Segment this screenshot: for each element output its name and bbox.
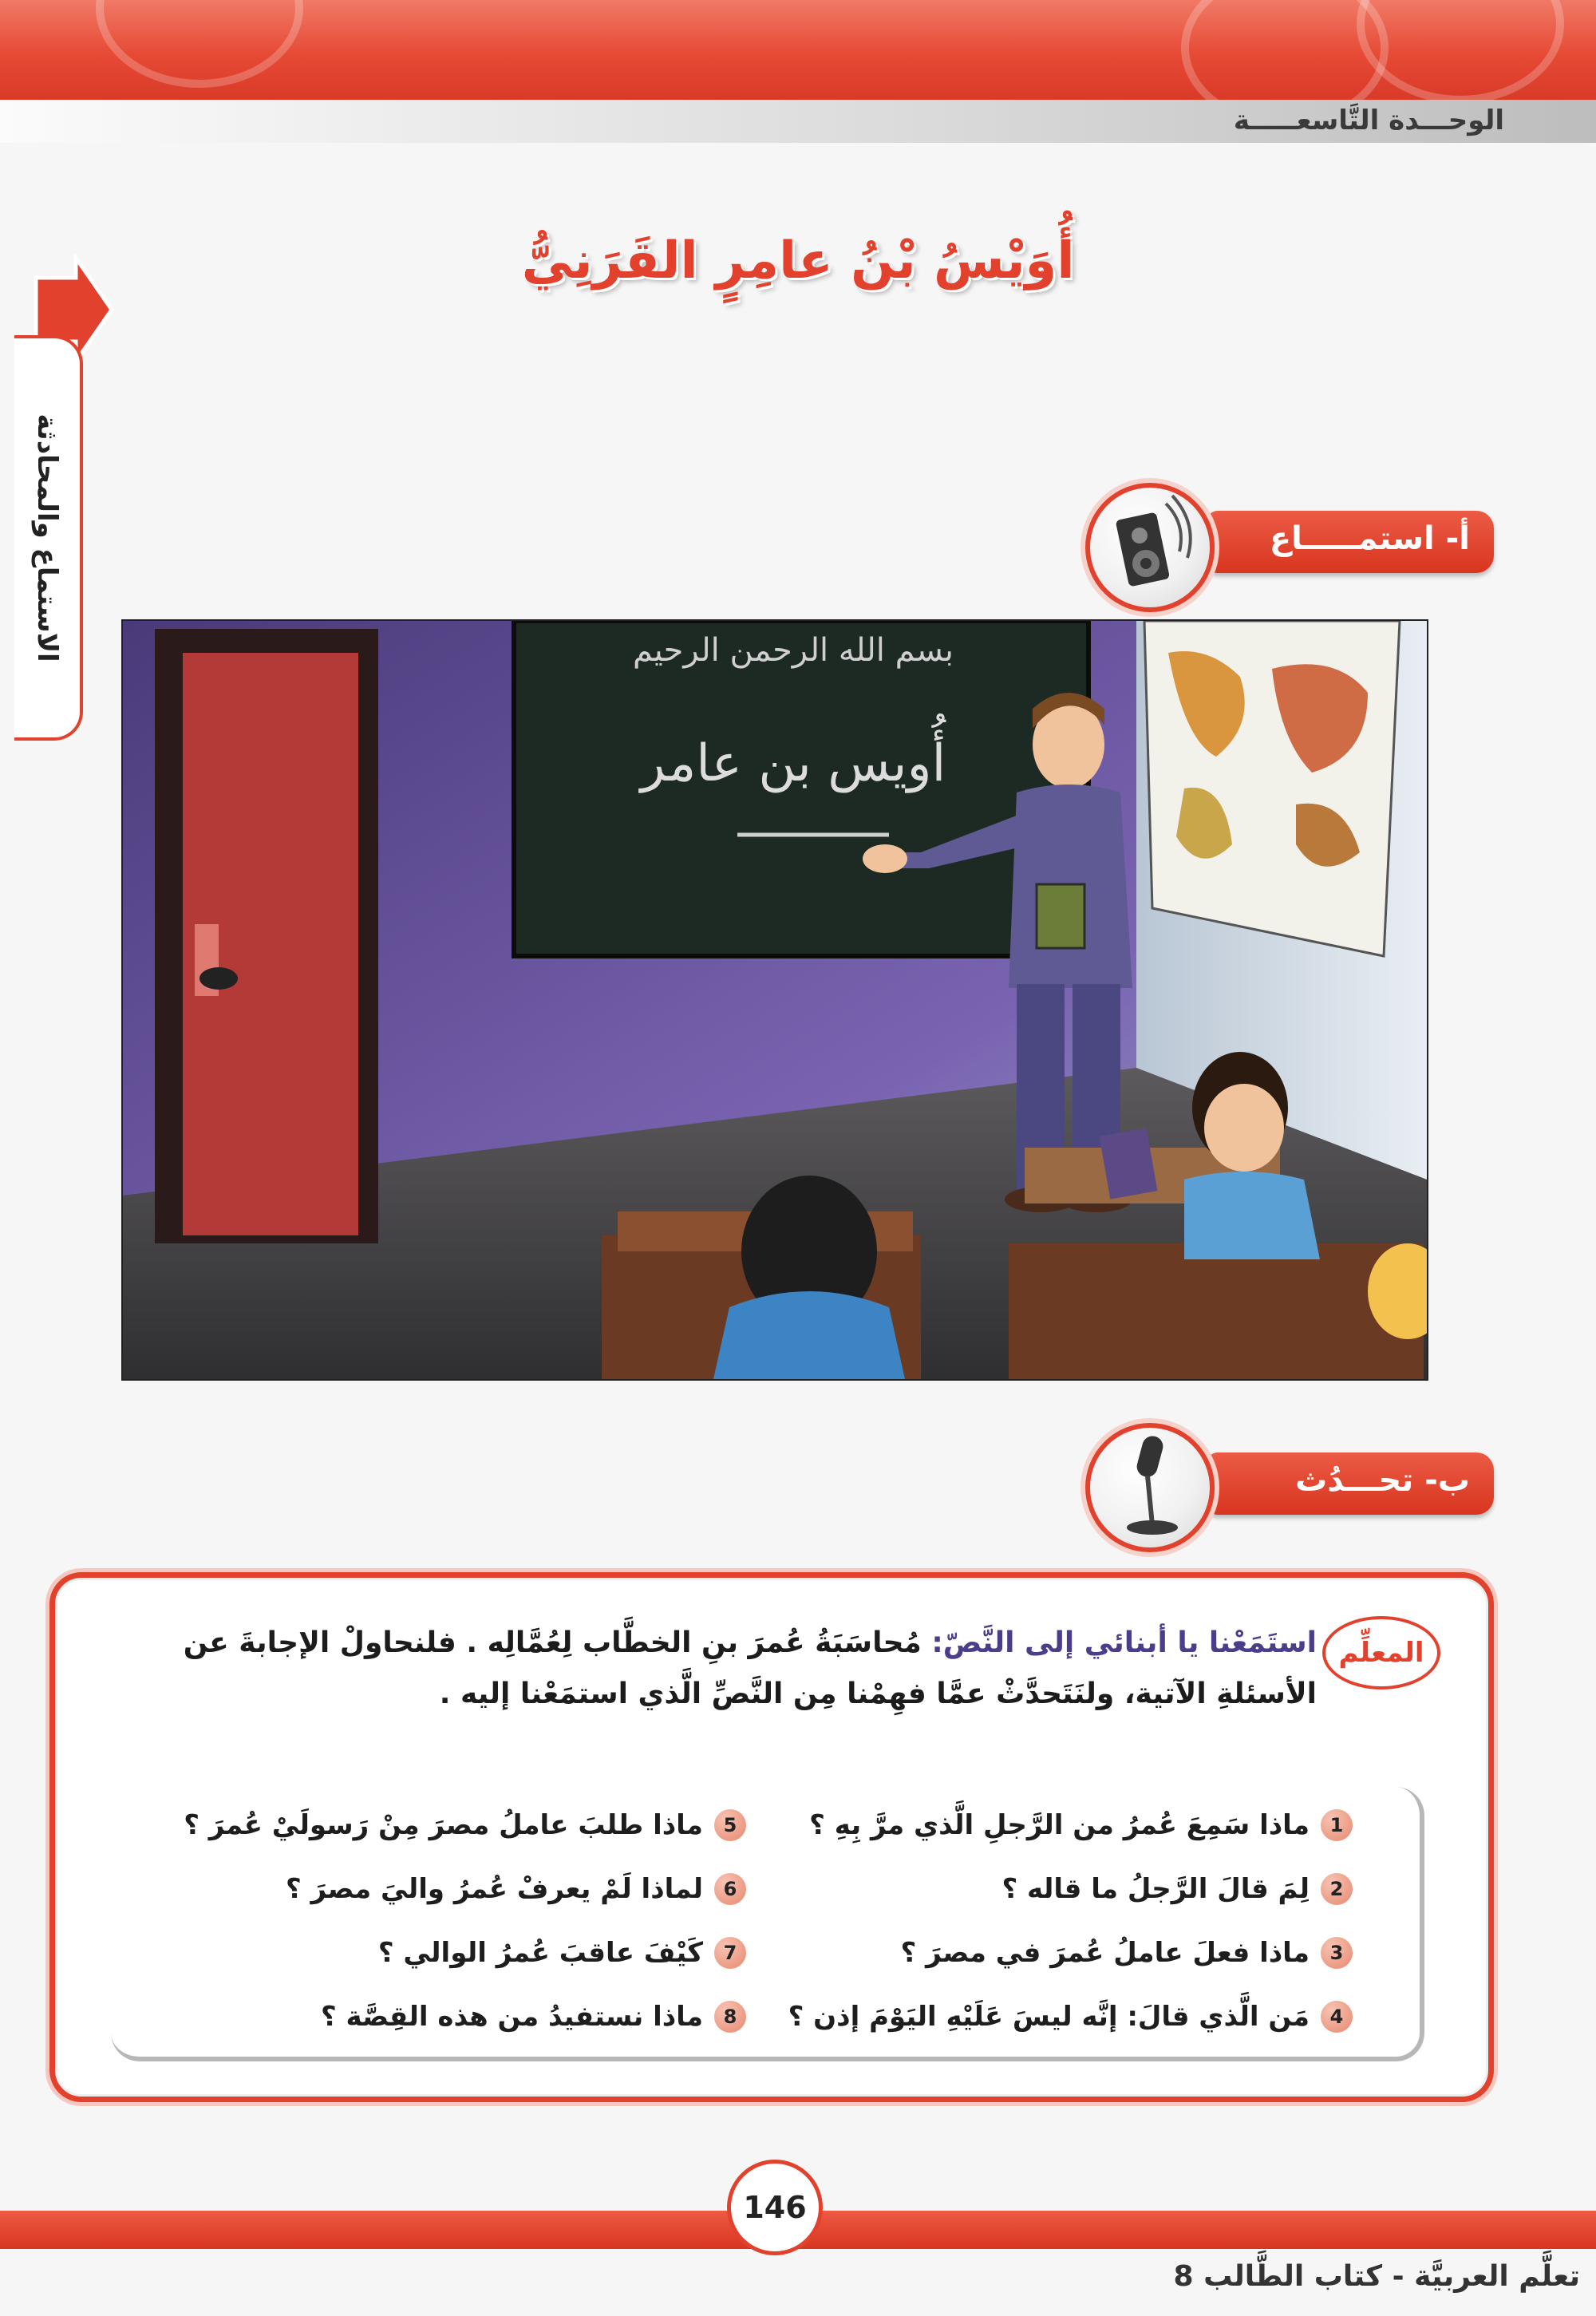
speaking-section-tab <box>1207 1452 1494 1515</box>
activity-instruction <box>136 1618 1317 1720</box>
question-item <box>184 1809 746 1841</box>
board-line-1: بسم الله الرحمن الرحيم <box>632 632 954 669</box>
classroom-illustration <box>121 619 1428 1381</box>
page-number: 146 <box>727 2160 823 2255</box>
question-text: ماذا سَمِعَ عُمرُ من الرَّجلِ الَّذي مرَّ بِهِ ؟ <box>809 1809 1310 1841</box>
question-item <box>1001 1873 1353 1905</box>
unit-strip <box>0 100 1596 143</box>
instruction-lead: استَمَعْنا يا أبنائي إلى النَّصّ: <box>931 1626 1317 1659</box>
question-item <box>809 1809 1353 1841</box>
listening-label: أ- استمـــــاع <box>1269 520 1470 557</box>
microphone-icon <box>1085 1423 1215 1552</box>
question-number: 8 <box>714 2001 746 2033</box>
question-item <box>901 1937 1353 1969</box>
side-tab-label: الاستماع والمحادثة <box>31 413 63 662</box>
question-text: لِمَ قالَ الرَّجلُ ما قاله ؟ <box>1001 1873 1310 1905</box>
book-title: تعلَّم العربيَّة - كتاب الطَّالب 8 <box>1173 2260 1580 2293</box>
question-number: 1 <box>1321 1809 1353 1841</box>
speaking-label: ب- تحـــدُث <box>1295 1462 1470 1499</box>
instruction-text: مُحاسَبَةُ عُمرَ بنِ الخطَّاب لِعُمَّالِه . فلنحاولْ الإجابةَ عن الأسئلةِ الآتية، ولنَتَحدَّثْ عمَّا فهِمْنا مِن النَّصِّ الَّذي استمَعْنا إليه . <box>183 1626 1317 1710</box>
question-text: ماذا طلبَ عاملُ مصرَ مِنْ رَسولَيْ عُمرَ ؟ <box>184 1809 703 1841</box>
board-line-2: أُويس بن عامر <box>640 734 946 793</box>
question-item <box>286 1873 746 1905</box>
question-number: 3 <box>1321 1937 1353 1969</box>
question-text: مَن الَّذي قالَ: إنَّه ليسَ عَلَيْهِ اليَوْمَ إذن ؟ <box>788 2001 1310 2033</box>
side-tab <box>14 335 83 741</box>
question-number: 6 <box>714 1873 746 1905</box>
question-item <box>321 2001 746 2033</box>
question-number: 5 <box>714 1809 746 1841</box>
question-text: ماذا فعلَ عاملُ عُمرَ في مصرَ ؟ <box>900 1937 1310 1969</box>
teacher-badge: المعلِّم <box>1322 1616 1440 1690</box>
listening-section-tab <box>1207 511 1494 573</box>
unit-label: الوحـــدة التَّاسعـــــة <box>1233 105 1504 136</box>
decorative-swirl <box>96 0 303 88</box>
question-text: كَيْفَ عاقبَ عُمرُ الوالي ؟ <box>377 1937 703 1969</box>
decorative-swirl <box>1357 0 1564 104</box>
question-text: لماذا لَمْ يعرفْ عُمرُ واليَ مصرَ ؟ <box>285 1873 703 1905</box>
header-band <box>0 0 1596 100</box>
speaker-icon <box>1085 483 1215 612</box>
question-item <box>788 2001 1353 2033</box>
lesson-title: أُوَيْسُ بْنُ عامِرٍ القَرَنِيُّ <box>521 231 1075 290</box>
question-number: 4 <box>1321 2001 1353 2033</box>
question-item <box>378 1937 746 1969</box>
question-number: 2 <box>1321 1873 1353 1905</box>
question-number: 7 <box>714 1937 746 1969</box>
question-text: ماذا نستفيدُ من هذه القِصَّة ؟ <box>320 2001 703 2033</box>
activity-box <box>49 1572 1494 2102</box>
